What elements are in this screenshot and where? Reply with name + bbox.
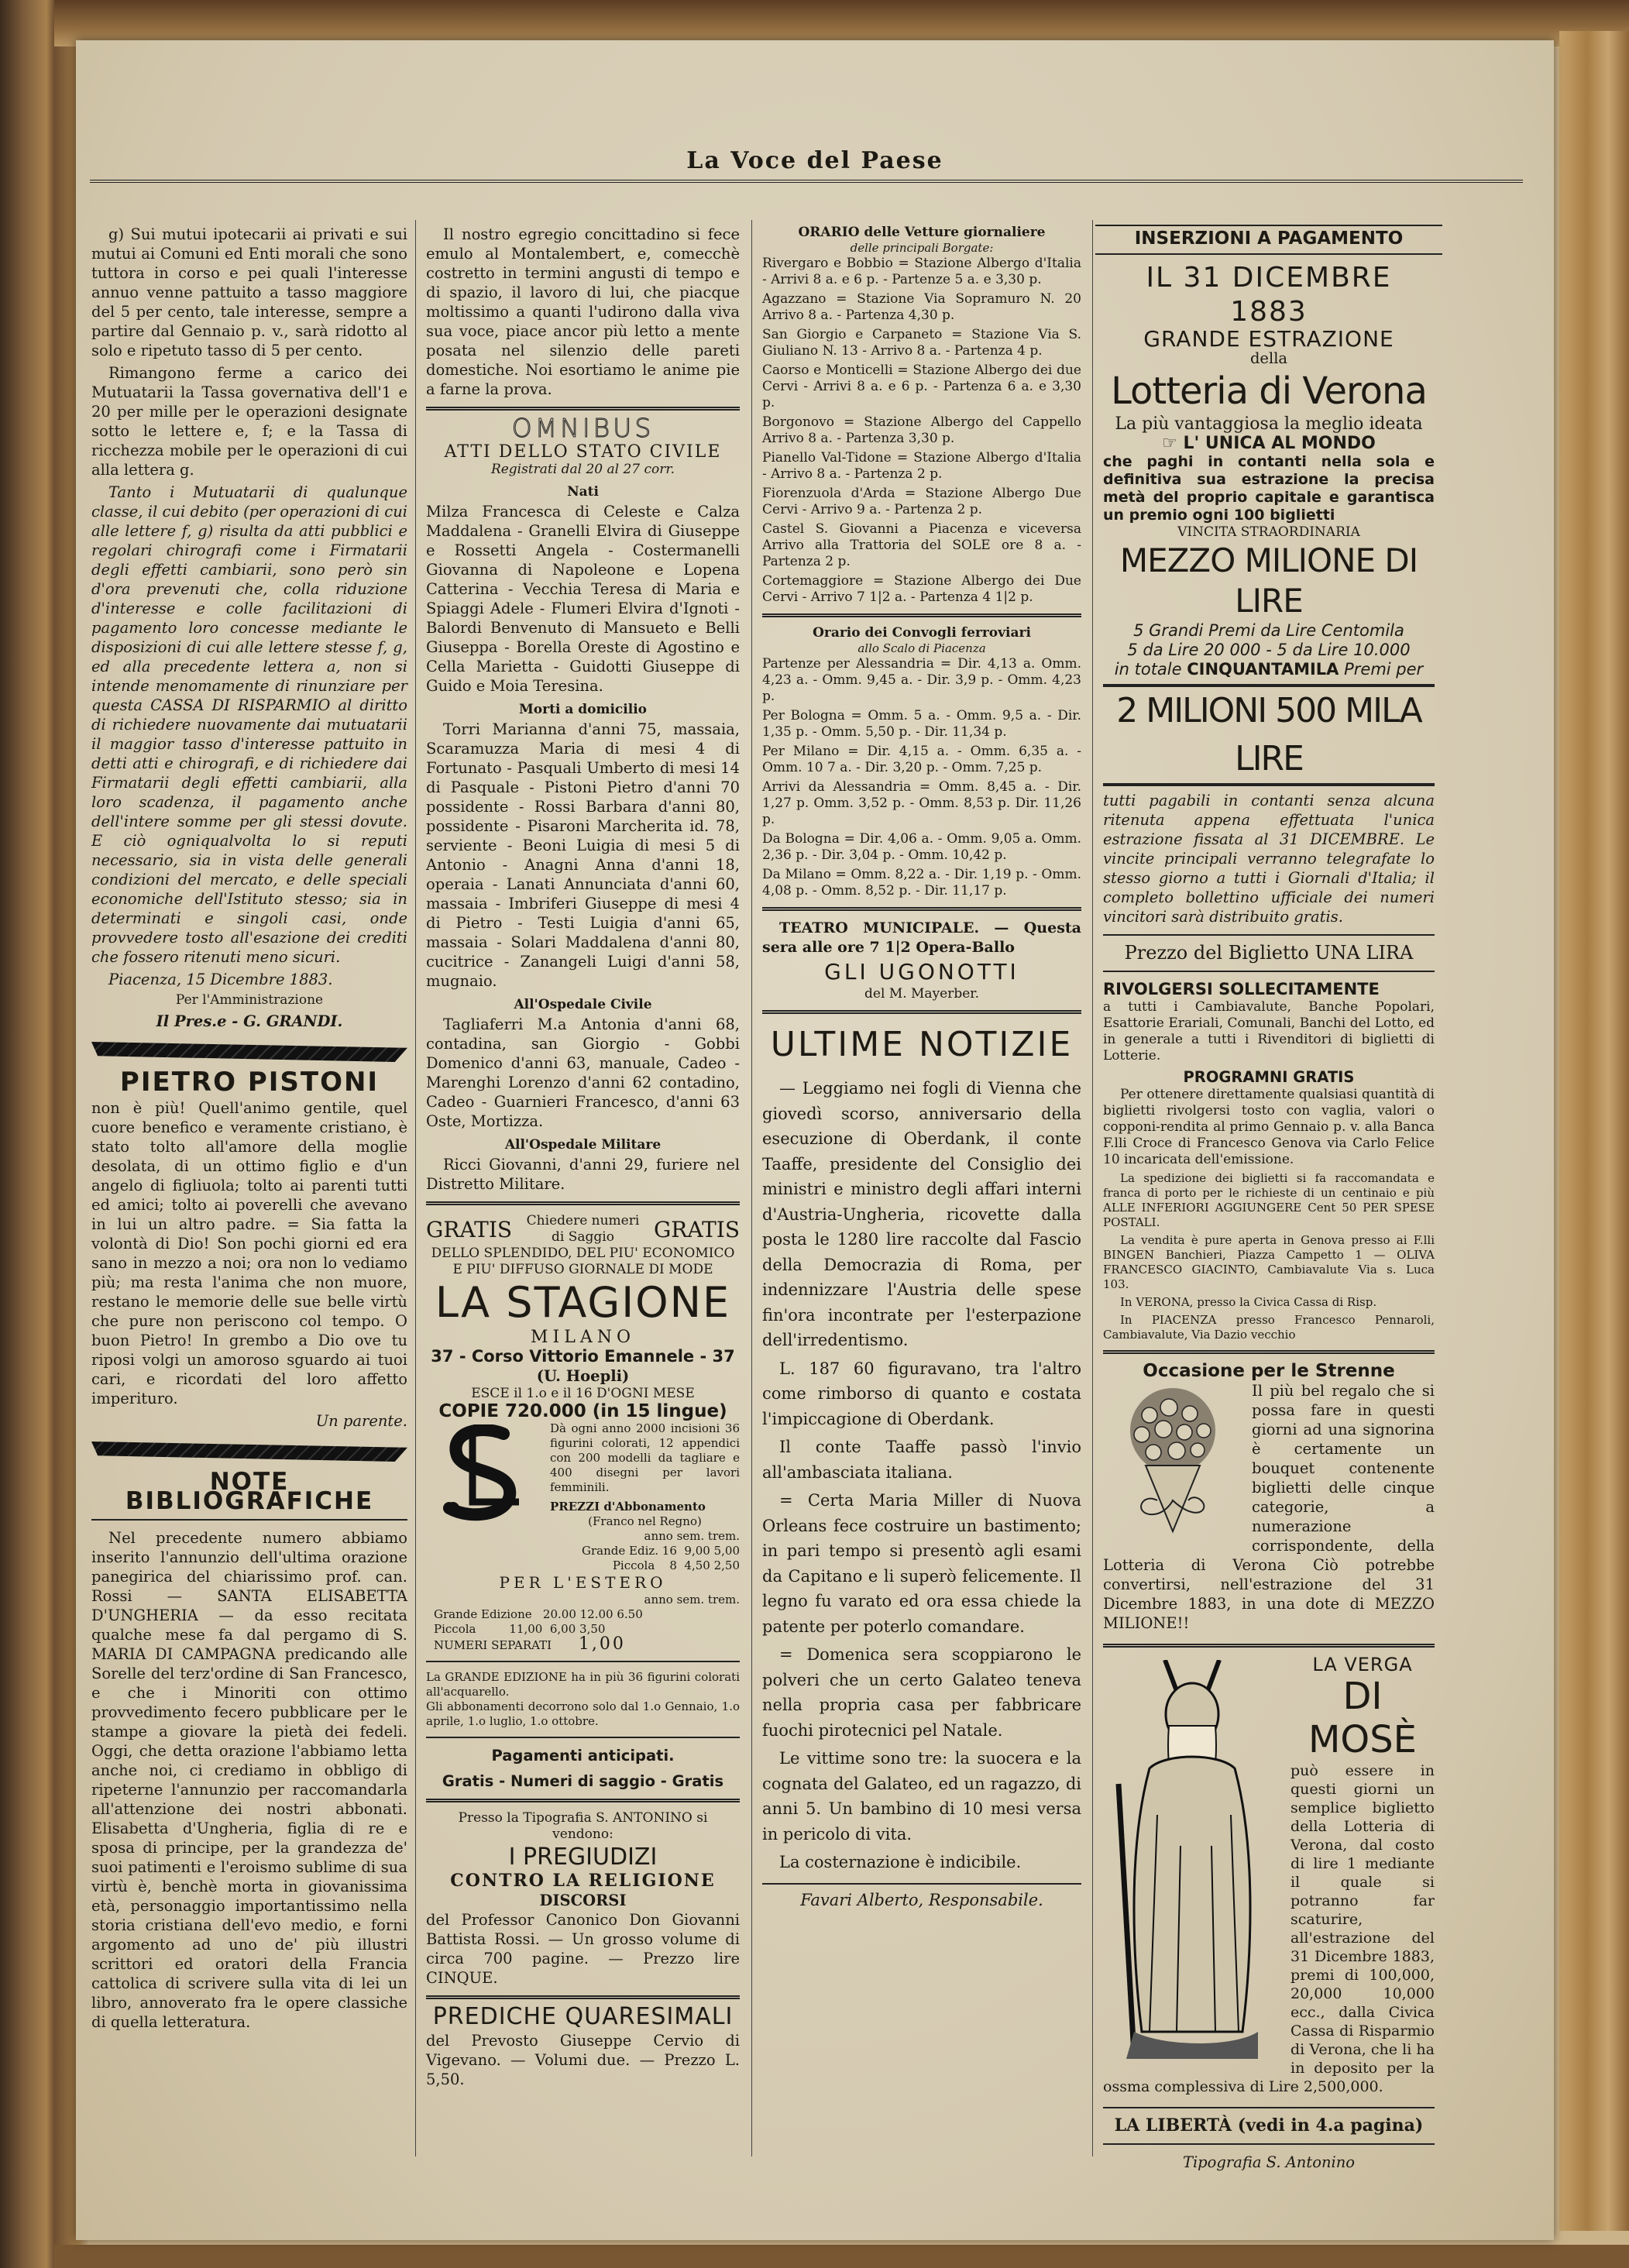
premi-cinquantamila: CINQUANTAMILA xyxy=(1187,660,1339,679)
convoglio-item: Da Milano = Omm. 8,22 a. - Dir. 1,19 p. - Omm. 4,08 p. - Omm. 8,52 p. - Dir. 11,17 p. xyxy=(762,867,1081,899)
pregiudizi-text: del Professor Canonico Don Giovanni Battista Rossi. — Un grosso volume di circa 700 pagine. — Prezzo lire CINQUE. xyxy=(426,1911,740,1987)
premi-line-1: 5 Grandi Premi da Lire Centomila xyxy=(1133,621,1404,640)
grande-estrazione: GRANDE ESTRAZIONE xyxy=(1143,326,1394,352)
premi-per: Premi per xyxy=(1344,660,1424,679)
convoglio-item: Per Milano = Dir. 4,15 a. - Omm. 6,35 a. - Omm. 10 7 a. - Dir. 3,20 p. - Omm. 7,25 p. xyxy=(762,744,1081,775)
divider xyxy=(91,1519,407,1521)
ultime-notizie-body xyxy=(762,1076,1081,1875)
della: della xyxy=(1249,349,1288,367)
column-4 xyxy=(1103,225,1435,2172)
masthead: La Voce del Paese xyxy=(686,147,943,174)
verga-text: può essere in questi giorni un semplice biglietto della Lotteria di Verona, dal costo di lire 1 mediante il quale si potranno far scaturire, all'estrazione del 31 Dicembre 1883, premi di 100,000, 20,000 10,000 ecc., dalla Civica Cassa di Risparmio di Verona, che li ha in deposito per la ossma complessiva di Lire 2,500,000. xyxy=(1103,1762,1435,2095)
registrati-subheading: Registrati dal 20 al 27 corr. xyxy=(490,462,675,477)
notice-admin: Per l'Amministrazione xyxy=(175,992,324,1008)
spedizione-text: La spedizione dei biglietti si fa raccomandata e franca di porto per le richieste di un centinaio e più ALLE INFERIORI AGGIUNGERE Cent 50 PER SPESE POSTALI. xyxy=(1103,1171,1435,1229)
stagione-row-grande-estero: Grande Edizione 20.00 12.00 6.50 xyxy=(434,1607,643,1621)
responsabile: Favari Alberto, Responsabile. xyxy=(800,1890,1043,1909)
book-right-edge xyxy=(1559,31,1629,2231)
strenne-text: Il più bel regalo che si possa fare in questi giorni ad una signorina è certamente un bouquet contenente biglietti delle cinque categorie, a numerazione corrispondente, della Lotteria di Verona Ciò potrebbe convertirsi, nell'estrazione del 31 Dicembre 1883, in una dote di MEZZO MILIONE!! xyxy=(1103,1382,1435,1632)
nati-heading: Nati xyxy=(567,484,599,500)
stagione-row-piccola: Piccola 8 4,50 2,50 xyxy=(612,1558,740,1572)
ugonotti-author: del M. Mayerber. xyxy=(864,986,979,1002)
ottenere-text: Per ottenere direttamente qualsiasi quantità di biglietti rivolgersi tosto con vaglia, valori o copponi-rendita al primo Gennaio p. v. alla Banca F.lli Croce di Francesco Genova via Carlo Felice 10 incaricata dell'emissione. xyxy=(1103,1087,1435,1167)
divider xyxy=(1103,934,1435,936)
news-item: L. 187 60 figuravano, tra l'altro come rimborso di quanto e costata l'impiccagione di Oberdank. xyxy=(762,1359,1081,1428)
book-bottom-edge xyxy=(54,2245,1629,2268)
book-top-edge xyxy=(54,0,1629,46)
pregiudizi-contro: CONTRO LA RELIGIONE xyxy=(450,1871,716,1891)
stagione-franco: (Franco nel Regno) xyxy=(588,1514,702,1528)
stagione-city: MILANO xyxy=(531,1328,635,1347)
rivolgersi-text: a tutti i Cambiavalute, Banche Popolari, Esattorie Erariali, Comunali, Banchi del Lotto, ed in generale a tutti i Rivenditori di biglietti di Lotterie. xyxy=(1103,999,1435,1064)
stagione-note-1: La GRANDE EDIZIONE ha in più 36 figurini colorati all'acquarello. xyxy=(426,1670,740,1699)
column-rule xyxy=(415,220,416,2156)
divider xyxy=(426,1201,740,1205)
stagione-note-2: Gli abbonamenti decorrono solo dal 1.o Gennaio, 1.o aprile, 1.o luglio, 1.o ottobre. xyxy=(426,1699,740,1728)
intro-paragraph: Il nostro egregio concittadino si fece emulo al Montalembert, e, comecchè costretto in termini angusti di tempo e di spazio, il lavoro di lui, che piacque moltissimo a quanti l'udirono dalla viva sua voce, piace ancor più letto a mente posata nel silenzio delle pareti domestiche. Noi esortiamo le anime pie a farne la prova. xyxy=(426,225,740,398)
stagione-esce: ESCE il 1.o e il 16 D'OGNI MESE xyxy=(471,1386,695,1401)
news-item: = Certa Maria Miller di Nuova Orleans fece costruire un bastimento; in pari tempo si presentò agli esami da Capitano e li superò felicemente. Il legno fu varato ed ora essa chiede la patente per poterlo comandare. xyxy=(762,1491,1081,1636)
prediche-text: del Prevosto Giuseppe Cervio di Vigevano. — Volumi due. — Prezzo L. 5,50. xyxy=(426,2032,740,2088)
stagione-table-header: anno sem. trem. xyxy=(644,1529,740,1543)
pistoni-obituary: non è più! Quell'animo gentile, quel cuore benefico e veramente cristiano, è stato tolto all'amore della moglie desolata, di un ottimo figlio e d'un angelo di figliuola; tolto ai parenti tutti ed amici; tolto ai poverelli che avevano in lui un altro padre. = Sia fatta la volontà di Dio! Son pochi giorni ed era sano in mezzo a noi; ora non lo vediamo più; ma resta l'anima che non muore, restano le memorie delle sue belle virtù che pure non periscono col tempo. O buon Pietro! In grembo a Dio ove tu riposi volgi un amoroso sguardo ai tuoi cari, e ricordati del loro affetto imperituro. xyxy=(91,1099,407,1407)
stagione-saggio: Gratis - Numeri di saggio - Gratis xyxy=(442,1772,724,1790)
column-1 xyxy=(91,225,407,2035)
note-bibliografiche-text: Nel precedente numero abbiamo inserito l'annunzio dell'ultima orazione panegirica del chiarissimo prof. can. Rossi — SANTA ELISABETTA D'UNGHERIA — da esso recitata qualche mese fa dal pergamo di S. MARIA DI CAMPAGNA predicando alle Sorelle del terz'ordine di San Francesco, e che i Minoriti con ottimo provvedimento fecero pubblicare per le stampe a giovare la pietà dei fedeli. Oggi, che detta orazione l'abbiamo letta anche noi, ci crediamo in obbligo di ripeterne l'annunzio per raccomandarla all'attenzione dei nostri abbonati. Elisabetta d'Ungheria, figlia di re e sposa di principe, per la grandezza de' suoi patimenti e l'eroismo sublime di sua virtù è, benchè morta in giovanissima età, personaggio importantissimo nella storia cristiana dell'evo medio, e forni argomento ad uno de' più illustri scrittori ed oratori della Francia cattolica di scrivere sulla vita di lei un libro, annoverato fra le opere classiche di quella letteratura. xyxy=(91,1529,407,2031)
ls-monogram-icon xyxy=(426,1424,542,1525)
column-3 xyxy=(762,225,1081,1909)
stagione-row-grande: Grande Ediz. 16 9,00 5,00 xyxy=(582,1544,740,1558)
orario-vetture-sub: delle principali Borgate: xyxy=(850,241,994,255)
newspaper-page xyxy=(76,40,1554,2240)
convogli-list xyxy=(762,656,1081,899)
divider xyxy=(1103,971,1435,972)
teatro-municipale: TEATRO MUNICIPALE. — Questa sera alle ore 7 1|2 Opera-Ballo xyxy=(762,919,1081,956)
tutti-pagabili: tutti pagabili in contanti senza alcuna ritenuta appena effettuata l'unica estrazione fissata al 31 DICEMBRE. Le vincite principali verranno telegrafate lo stesso giorno a tutti i Giornali d'Italia; il completo bollettino ufficiale dei numeri vincitori sarà distribuito gratis. xyxy=(1103,792,1435,926)
vettura-item: Castel S. Giovanni a Piacenza e viceversa Arrivo alla Trattoria del SOLE ore 8 a. - Partenza 2 p. xyxy=(762,521,1081,569)
atti-heading: ATTI DELLO STATO CIVILE xyxy=(444,442,722,462)
tipografia: Tipografia S. Antonino xyxy=(1182,2153,1356,2171)
omnibus-heading: OMNIBUS xyxy=(511,413,655,443)
pregiudizi-title: I PREGIUDIZI xyxy=(508,1844,658,1871)
vettura-item: Cortemaggiore = Stazione Albergo dei Due Cervi - Arrivo 7 1|2 a. - Partenza 4 1|2 p. xyxy=(762,573,1081,605)
stagione-address: 37 - Corso Vittorio Emannele - 37 xyxy=(431,1347,735,1366)
vettura-item: Pianello Val-Tidone = Stazione Albergo d'Italia - Arrivo 8 a. - Partenza 2 p. xyxy=(762,450,1081,482)
gratis-left: GRATIS xyxy=(426,1216,513,1242)
column-2 xyxy=(426,225,740,2092)
tassa-paragraph: Rimangono ferme a carico dei Mutuatarii la Tassa governativa dell'1 e 20 per mille per le operazioni designate sotto le lettere e, f; e la Tassa di ricchezza mobile per le operazioni di cui alla lettera g. xyxy=(91,364,407,479)
vettura-item: Agazzano = Stazione Via Sopramuro N. 20 Arrivo 8 a. - Partenza 4,30 p. xyxy=(762,291,1081,323)
rivolgersi-heading: RIVOLGERSI SOLLECITAMENTE xyxy=(1103,980,1380,998)
stagione-table-header-estero: anno sem. trem. xyxy=(644,1593,740,1606)
programmi-gratis: PROGRAMNI GRATIS xyxy=(1183,1068,1355,1086)
bouquet-icon xyxy=(1103,1384,1242,1547)
stagione-estero: PER L'ESTERO xyxy=(499,1573,667,1592)
news-item: — Leggiamo nei fogli di Vienna che giovedì scorso, anniversario della esecuzione di Oberdank, il conte Taaffe, presidente del Consiglio dei ministri e ministro degli affari interni d'Austria-Ungheria, ricovette dalla posta le 1280 lire raccolte dal Fascio della Democrazia di Roma, per indennizzare l'Austria delle spese fin'ora incontrate per l'esterpazione dell'irredentismo. xyxy=(762,1079,1081,1349)
vendita-text: La vendita è pure aperta in Genova presso ai F.lli BINGEN Banchieri, Piazza Campetto 1 — OLIVA FRANCESCO GIACINTO, Cambiavalute Via s. Luca 103. xyxy=(1103,1233,1435,1291)
pregiudizi-discorsi: DISCORSI xyxy=(539,1892,627,1909)
moses-illustration xyxy=(1103,1660,1281,2067)
divider xyxy=(762,1010,1081,1014)
pointing-hand-icon: ☞ xyxy=(1162,434,1184,453)
chiedere-numeri: Chiedere numeri di Saggio xyxy=(526,1213,640,1245)
ospedale-militare-heading: All'Ospedale Militare xyxy=(504,1137,662,1153)
lotteria-title: Lotteria di Verona xyxy=(1111,369,1427,413)
stagione-title: LA STAGIONE xyxy=(435,1278,731,1327)
vettura-item: San Giorgio e Carpaneto = Stazione Via S. Giuliano N. 13 - Arrivo 8 a. - Partenza 4 p. xyxy=(762,327,1081,359)
orario-vetture-heading: ORARIO delle Vetture giornaliere xyxy=(798,225,1046,240)
news-item: = Domenica sera scoppiarono le polveri che un certo Galateo teneva nella propria casa per fabbricare fuochi pirotecnici pel Natale. xyxy=(762,1645,1081,1740)
vettura-item: Borgonovo = Stazione Albergo del Cappello Arrivo 8 a. - Partenza 3,30 p. xyxy=(762,414,1081,446)
note-bibliografiche-title: NOTE BIBLIOGRAFICHE xyxy=(125,1468,374,1515)
divider xyxy=(426,1995,740,1999)
piacenza-text: In PIACENZA presso Francesco Pennaroli, Cambiavalute, Via Dazio vecchio xyxy=(1103,1313,1435,1342)
stagione-pagamenti: Pagamenti anticipati. xyxy=(491,1747,675,1765)
morti-list: Torri Marianna d'anni 75, massaia, Scaramuzza Maria di mesi 4 di Fortunato - Pasquali Umberto di mesi 14 di Pasquale - Pistoni Pietro d'anni 70 possidente - Rossi Barbara d'anni 80, possidente - Pisaroni Marcherita id. 78, serviente - Beoni Luigia di mesi 5 di Antonio - Anagni Anna d'anni 18, operaia - Lanati Annunciata d'anni 60, massaia - Imbriferi Giuseppe di mesi 4 di Pietro - Testi Luigia d'anni 65, massaia - Solari Maddalena d'anni 80, cucitrice - Zanangeli Luigi d'anni 58, mugnaio. xyxy=(426,720,740,990)
news-item: Le vittime sono tre: la suocera e la cognata del Galateo, ed un ragazzo, di anni 5. Un bambino di 10 mesi versa in pericolo di vita. xyxy=(762,1749,1081,1844)
masthead-rule xyxy=(90,180,1523,183)
prezzo-biglietto: Prezzo del Biglietto UNA LIRA xyxy=(1124,942,1414,964)
vettura-item: Caorso e Monticelli = Stazione Albergo dei due Cervi - Arrivi 8 a. e 6 p. - Partenza 6 a. e 3,30 p. xyxy=(762,363,1081,411)
decorative-bar xyxy=(91,1042,407,1062)
mezzo-milione: MEZZO MILIONE DI LIRE xyxy=(1119,541,1418,620)
column-rule xyxy=(751,220,752,2156)
stagione-separati-price: 1,00 xyxy=(578,1634,626,1654)
news-item: La costernazione è indicibile. xyxy=(779,1853,1022,1871)
strenne-heading: Occasione per le Strenne xyxy=(1143,1361,1395,1381)
stagione-ogni-anno: Dà ogni anno 2000 incisioni 36 figurini colorati, 12 appendici con 200 modelli da tagliare e 400 disegni per lavori femminili. xyxy=(550,1421,740,1494)
premi-line-2: 5 da Lire 20 000 - 5 da Lire 10.000 xyxy=(1127,641,1411,659)
divider xyxy=(426,1799,740,1802)
gratis-right: GRATIS xyxy=(653,1216,740,1242)
moses-figure-icon xyxy=(1103,1660,1281,2063)
pistoni-signature: Un parente. xyxy=(315,1412,407,1430)
convoglio-item: Da Bologna = Dir. 4,06 a. - Omm. 9,05 a. Omm. 2,36 p. - Dir. 3,04 p. - Omm. 10,42 p. xyxy=(762,831,1081,863)
convoglio-item: Partenze per Alessandria = Dir. 4,13 a. Omm. 4,23 a. - Omm. 9,45 a. - Dir. 3,9 p. - Omm. 4,23 p. xyxy=(762,656,1081,704)
convogli-heading: Orario dei Convogli ferroviari xyxy=(813,625,1031,641)
prediche-title: PREDICHE QUARESIMALI xyxy=(432,2003,734,2030)
ospedale-militare-list: Ricci Giovanni, d'anni 29, furiere nel Distretto Militare. xyxy=(426,1156,740,1193)
notice-signature: Il Pres.e - G. GRANDI. xyxy=(156,1012,343,1030)
mutuatarii-paragraph: Tanto i Mutuatarii di qualunque classe, il cui debito (per operazioni di cui alle lettere f, g) risulta da atti pubblici e regolari chirografi come i Firmatarii degli effetti cambiarii, sono però sin d'ora prevenuti che, colla riduzione d'interesse e colle facilitazioni di pagamento loro concesse mediante le disposizioni di cui alle lettere stesse f, g, ed alla precedente lettera a, non si intende menomamente di rinunziare per questa CASSA DI RISPARMIO al diritto di richiedere nuovamente dai mutuatarii il maggior tasso d'interesse pattuito in detti atti e chirografi, e di richiedere dai Firmatarii degli effetti cambiarii, alla loro scadenza, il pagamento anche dell'intere somme per gli stessi dovute. E ciò ogniqualvolta lo si reputi necessario, sia in vista delle generali condizioni del mercato, e delle speciali economiche dell'Istituto stesso; sia in determinati e singoli casi, onde provvedere tosto all'esazione dei crediti che fossero ritenuti meno sicuri. xyxy=(91,483,407,966)
stagione-subtitle: DELLO SPLENDIDO, DEL PIU' ECONOMICO E PIU' DIFFUSO GIORNALE DI MODE xyxy=(431,1246,735,1277)
divider xyxy=(762,613,1081,617)
ugonotti-title: GLI UGONOTTI xyxy=(824,959,1019,985)
divider xyxy=(426,1661,740,1662)
pregiudizi-presso: Presso la Tipografia S. ANTONINO si vendono: xyxy=(458,1810,708,1842)
bouquet-illustration xyxy=(1103,1384,1242,1552)
divider xyxy=(1103,2107,1435,2108)
stagione-hoepli: (U. Hoepli) xyxy=(536,1367,630,1385)
verga-title-1: LA VERGA xyxy=(1312,1654,1413,1675)
divider xyxy=(1103,1350,1435,1354)
che-paghi: che paghi in contanti nella sola e definitiva sua estrazione la precisa metà del proprio capitale e garantisca un premio ogni 100 biglietti xyxy=(1103,453,1435,524)
column-rule xyxy=(1092,220,1093,2156)
vincita: VINCITA STRAORDINARIA xyxy=(1177,524,1360,540)
vettura-item: Rivergaro e Bobbio = Stazione Albergo d'Italia - Arrivi 8 a. e 6 p. - Partenze 5 a. e 3,30 p. xyxy=(762,256,1081,287)
unica-al-mondo: L' UNICA AL MONDO xyxy=(1183,434,1376,453)
due-milioni: 2 MILIONI 500 MILA LIRE xyxy=(1103,684,1435,786)
divider xyxy=(762,1883,1081,1885)
divider xyxy=(426,1737,740,1738)
stagione-separati-label: NUMERI SEPARATI xyxy=(434,1638,552,1652)
convoglio-item: Arrivi da Alessandria = Omm. 8,45 a. - Dir. 1,27 p. Omm. 3,52 p. - Omm. 8,53 p. Dir. 11,26 p. xyxy=(762,779,1081,827)
lotteria-date: IL 31 DICEMBRE 1883 xyxy=(1146,262,1392,328)
stagione-prezzi: PREZZI d'Abbonamento xyxy=(550,1500,706,1514)
divider xyxy=(426,407,740,411)
ospedale-civile-heading: All'Ospedale Civile xyxy=(514,997,652,1012)
ultime-notizie-title: ULTIME NOTIZIE xyxy=(770,1025,1074,1064)
la-liberta: LA LIBERTÀ (vedi in 4.a pagina) xyxy=(1114,2115,1424,2136)
stagione-copie: COPIE 720.000 (in 15 lingue) xyxy=(438,1401,727,1421)
stagione-separati xyxy=(426,1634,740,1654)
verga-title-2: DI MOSÈ xyxy=(1308,1675,1417,1761)
pistoni-title: PIETRO PISTONI xyxy=(119,1067,380,1098)
morti-heading: Morti a domicilio xyxy=(518,702,647,717)
la-stagione-ad xyxy=(426,1213,740,1791)
stagione-logo xyxy=(426,1424,542,1525)
divider xyxy=(762,907,1081,911)
news-item: Il conte Taaffe passò l'invio all'ambasciata italiana. xyxy=(762,1438,1081,1482)
premi-in-totale: in totale xyxy=(1114,660,1182,679)
notice-date: Piacenza, 15 Dicembre 1883. xyxy=(108,971,333,988)
vettura-item: Fiorenzuola d'Arda = Stazione Albergo Due Cervi - Arrivo 9 a. - Partenza 2 p. xyxy=(762,486,1081,517)
convoglio-item: Per Bologna = Omm. 5 a. - Omm. 9,5 a. - Dir. 1,35 p. - Omm. 5,50 p. - Dir. 11,34 p. xyxy=(762,708,1081,740)
divider xyxy=(1103,2143,1435,2145)
mutui-paragraph: g) Sui mutui ipotecarii ai privati e sui mutui ai Comuni ed Enti morali che sono tuttora in corso e pei quali l'interesse annuo venne pattuito a tasso maggiore del 5 per cento, tale interesse, sempre a partire dal Gennaio p. v., sarà ridotto al solo e ripetuto tasso di 5 per cento. xyxy=(91,225,407,359)
ospedale-civile-list: Tagliaferri M.a Antonia d'anni 68, contadina, san Giorgio - Gobbi Domenico d'anni 63, manuale, Cadeo - Marenghi Lorenzo d'anni 62 contadino, Cadeo - Guarnieri Francesco, d'anni 63 Oste, Mortizza. xyxy=(426,1015,740,1130)
piu-vantaggiosa: La più vantaggiosa la meglio ideata xyxy=(1115,414,1423,434)
stagione-row-piccola-estero: Piccola 11,00 6,00 3,50 xyxy=(434,1622,606,1636)
nati-list: Milza Francesca di Celeste e Calza Maddalena - Granelli Elvira di Giuseppe e Rossetti Angela - Costermanelli Giovanna di Napoleone e Lopena Catterina - Vecchia Teresa di Maria e Spiaggi Adele - Flumeri Elvira d'Ignoti - Balordi Benvenuto di Mansueto e Belli Giuseppa - Borella Oreste di Agostino e Cella Marietta - Guidotti Giuseppe di Guido e Moia Teresina. xyxy=(426,503,740,695)
vetture-list xyxy=(762,256,1081,606)
decorative-bar xyxy=(91,1442,407,1462)
convogli-sub: allo Scalo di Piacenza xyxy=(857,641,986,655)
verona-text: In VERONA, presso la Civica Cassa di Risp. xyxy=(1120,1295,1377,1309)
divider xyxy=(1103,1644,1435,1648)
inserzioni-heading: INSERZIONI A PAGAMENTO xyxy=(1095,225,1442,255)
